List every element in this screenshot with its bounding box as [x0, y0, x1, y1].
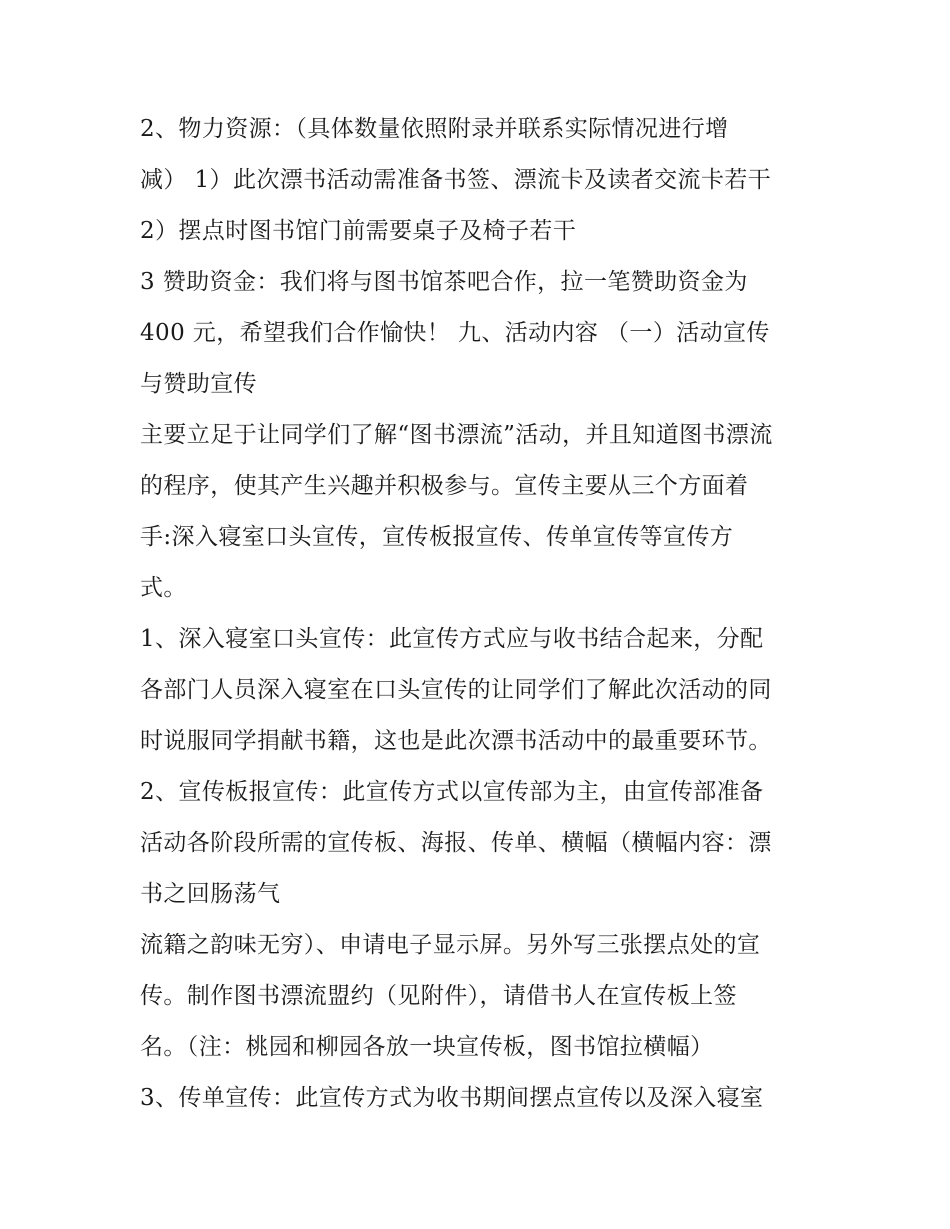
- text-line: 书之回肠荡气: [140, 881, 281, 907]
- text-line: 名。（注：桃园和柳园各放一块宣传板，图书馆拉横幅）: [140, 1034, 714, 1060]
- text-line: 传。制作图书漂流盟约（见附件），请借书人在宣传板上签: [140, 983, 737, 1009]
- text-line: 式。: [140, 575, 187, 601]
- document-page: [140, 104, 820, 1124]
- text-line: 2、物力资源：（具体数量依照附录并联系实际情况进行增: [140, 116, 729, 142]
- text-line: 主要立足于让同学们了解“图书漂流”活动，并且知道图书漂流: [140, 422, 773, 448]
- text-line: 与赞助宣传: [140, 371, 257, 397]
- text-line: 3、传单宣传：此宣传方式为收书期间摆点宣传以及深入寝室: [140, 1085, 764, 1111]
- text-line: 流籍之韵味无穷）、申请电子显示屏。另外写三张摆点处的宣: [140, 932, 761, 958]
- text-line: 减） 1）此次漂书活动需准备书签、漂流卡及读者交流卡若干: [140, 167, 772, 193]
- text-line: 时说服同学捐献书籍，这也是此次漂书活动中的最重要环节。: [140, 728, 772, 754]
- text-line: 各部门人员深入寝室在口头宣传的让同学们了解此次活动的同: [140, 677, 772, 703]
- text-line: 的程序，使其产生兴趣并积极参与。宣传主要从三个方面着: [140, 473, 749, 499]
- text-line: 3 赞助资金：我们将与图书馆茶吧合作，拉一笔赞助资金为: [140, 269, 748, 295]
- text-line: 2、宣传板报宣传：此宣传方式以宣传部为主，由宣传部准备: [140, 779, 764, 805]
- text-line: 1、深入寝室口头宣传：此宣传方式应与收书结合起来，分配: [140, 626, 764, 652]
- text-line: 2）摆点时图书馆门前需要桌子及椅子若干: [140, 218, 577, 244]
- text-line: 手:深入寝室口头宣传，宣传板报宣传、传单宣传等宣传方: [140, 524, 734, 550]
- text-line: 400 元，希望我们合作愉快！ 九、活动内容 （一）活动宣传: [140, 320, 770, 346]
- text-line: 活动各阶段所需的宣传板、海报、传单、横幅（横幅内容：漂: [140, 830, 772, 856]
